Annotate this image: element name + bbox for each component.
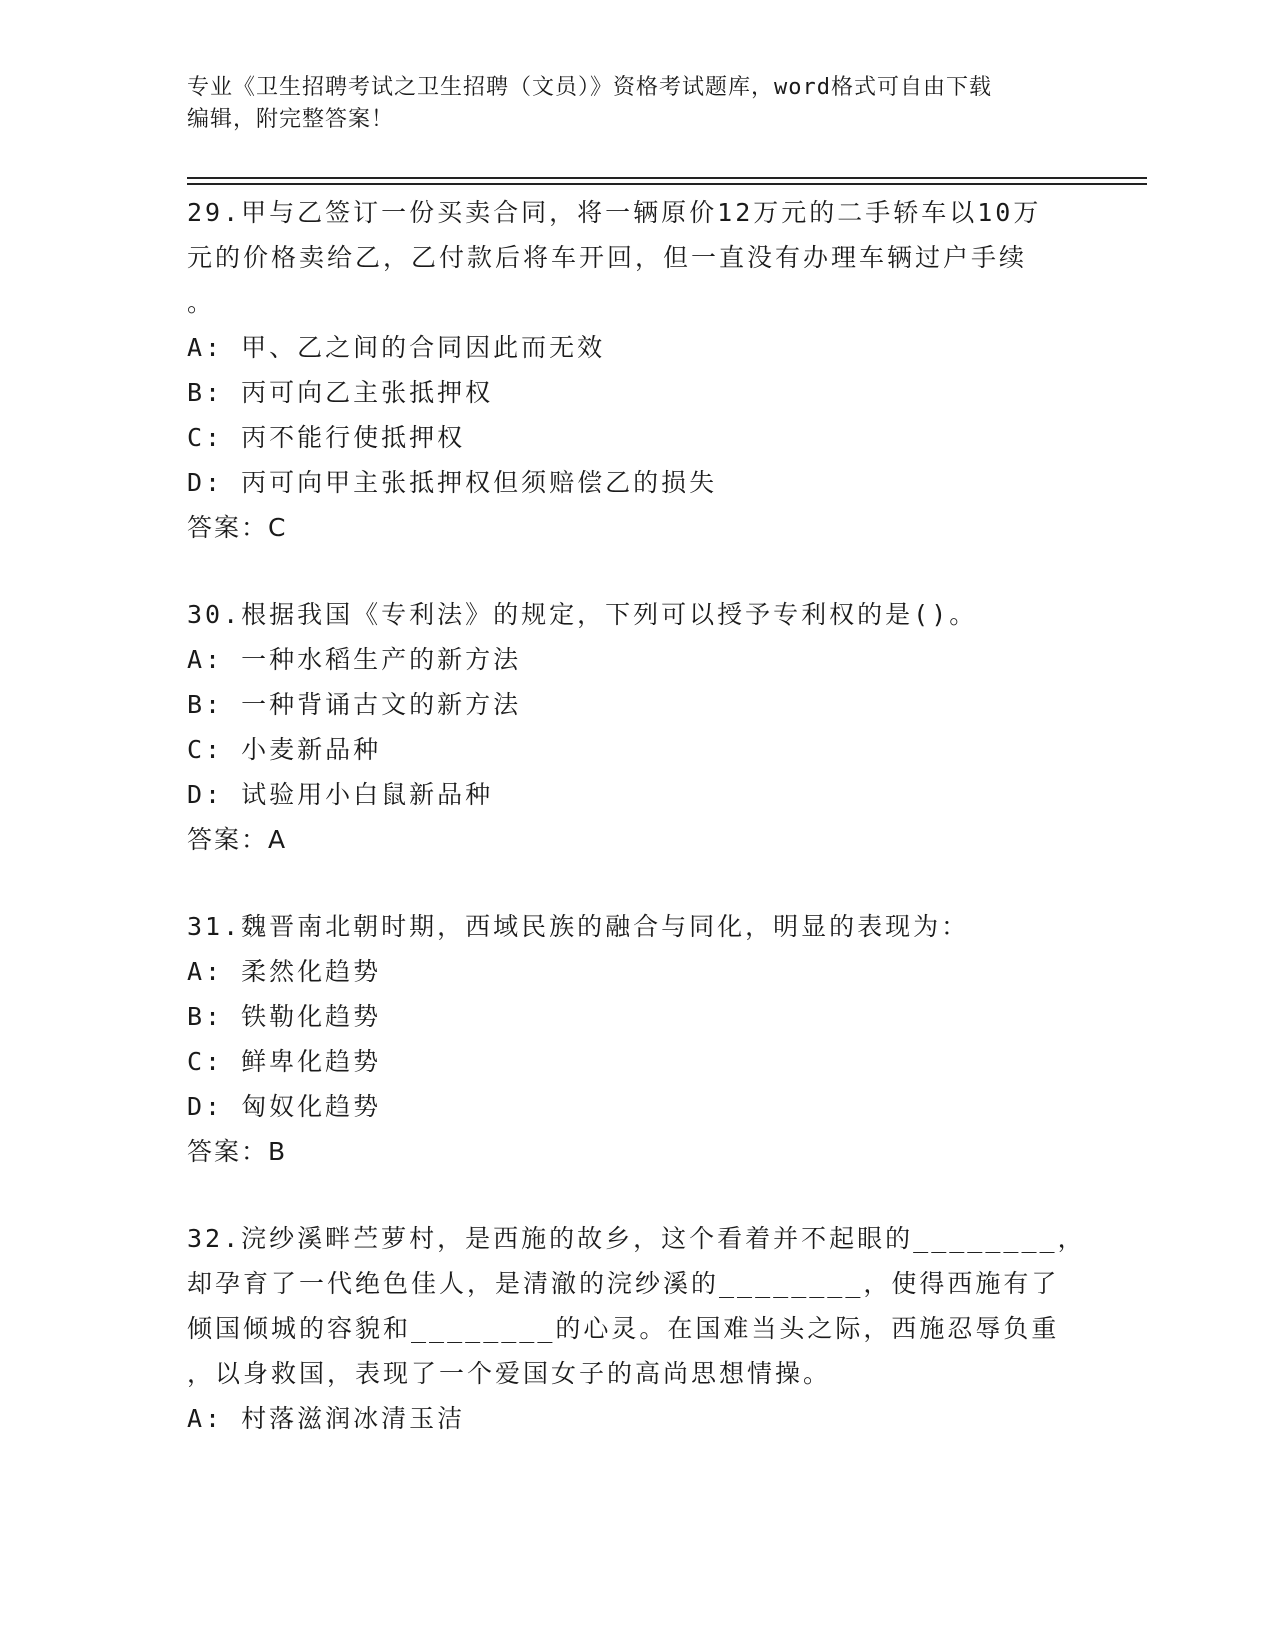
question-32 bbox=[187, 1216, 1087, 1441]
option-a: A: 村落滋润冰清玉洁 bbox=[187, 1404, 466, 1433]
question-text-line: 倾国倾城的容貌和________的心灵。在国难当头之际，西施忍辱负重 bbox=[187, 1314, 1060, 1343]
option-a: A: 甲、乙之间的合同因此而无效 bbox=[187, 333, 606, 362]
header-line-2: 编辑，附完整答案！ bbox=[187, 107, 395, 132]
question-text-line: 30.根据我国《专利法》的规定，下列可以授予专利权的是()。 bbox=[187, 600, 978, 629]
question-text-line: 32.浣纱溪畔苎萝村，是西施的故乡，这个看着并不起眼的________， bbox=[187, 1224, 1086, 1253]
option-a: A: 柔然化趋势 bbox=[187, 957, 382, 986]
option-a: A: 一种水稻生产的新方法 bbox=[187, 645, 522, 674]
question-list bbox=[187, 190, 1087, 1483]
question-text-line: 。 bbox=[187, 288, 216, 317]
page-header bbox=[187, 72, 1067, 136]
option-b: B: 一种背诵古文的新方法 bbox=[187, 690, 522, 719]
question-29 bbox=[187, 190, 1087, 550]
question-30 bbox=[187, 592, 1087, 862]
question-text-line: 31.魏晋南北朝时期，西域民族的融合与同化，明显的表现为： bbox=[187, 912, 970, 941]
option-c: C: 丙不能行使抵押权 bbox=[187, 423, 466, 452]
answer-line: 答案：B bbox=[187, 1137, 288, 1166]
question-31 bbox=[187, 904, 1087, 1174]
header-divider-bottom bbox=[187, 183, 1147, 185]
option-c: C: 鲜卑化趋势 bbox=[187, 1047, 382, 1076]
option-d: D: 丙可向甲主张抵押权但须赔偿乙的损失 bbox=[187, 468, 718, 497]
question-text-line: 却孕育了一代绝色佳人，是清澈的浣纱溪的________，使得西施有了 bbox=[187, 1269, 1060, 1298]
question-text-line: 元的价格卖给乙，乙付款后将车开回，但一直没有办理车辆过户手续 bbox=[187, 243, 1028, 272]
option-b: B: 铁勒化趋势 bbox=[187, 1002, 382, 1031]
header-line-1: 专业《卫生招聘考试之卫生招聘（文员）》资格考试题库，word格式可自由下载 bbox=[187, 75, 992, 100]
option-d: D: 匈奴化趋势 bbox=[187, 1092, 382, 1121]
answer-line: 答案：C bbox=[187, 513, 288, 542]
option-b: B: 丙可向乙主张抵押权 bbox=[187, 378, 494, 407]
option-c: C: 小麦新品种 bbox=[187, 735, 382, 764]
option-d: D: 试验用小白鼠新品种 bbox=[187, 780, 494, 809]
answer-line: 答案：A bbox=[187, 825, 288, 854]
question-text-line: ，以身救国，表现了一个爱国女子的高尚思想情操。 bbox=[187, 1359, 832, 1388]
header-divider-top bbox=[187, 177, 1147, 179]
question-text-line: 29.甲与乙签订一份买卖合同，将一辆原价12万元的二手轿车以10万 bbox=[187, 198, 1042, 227]
